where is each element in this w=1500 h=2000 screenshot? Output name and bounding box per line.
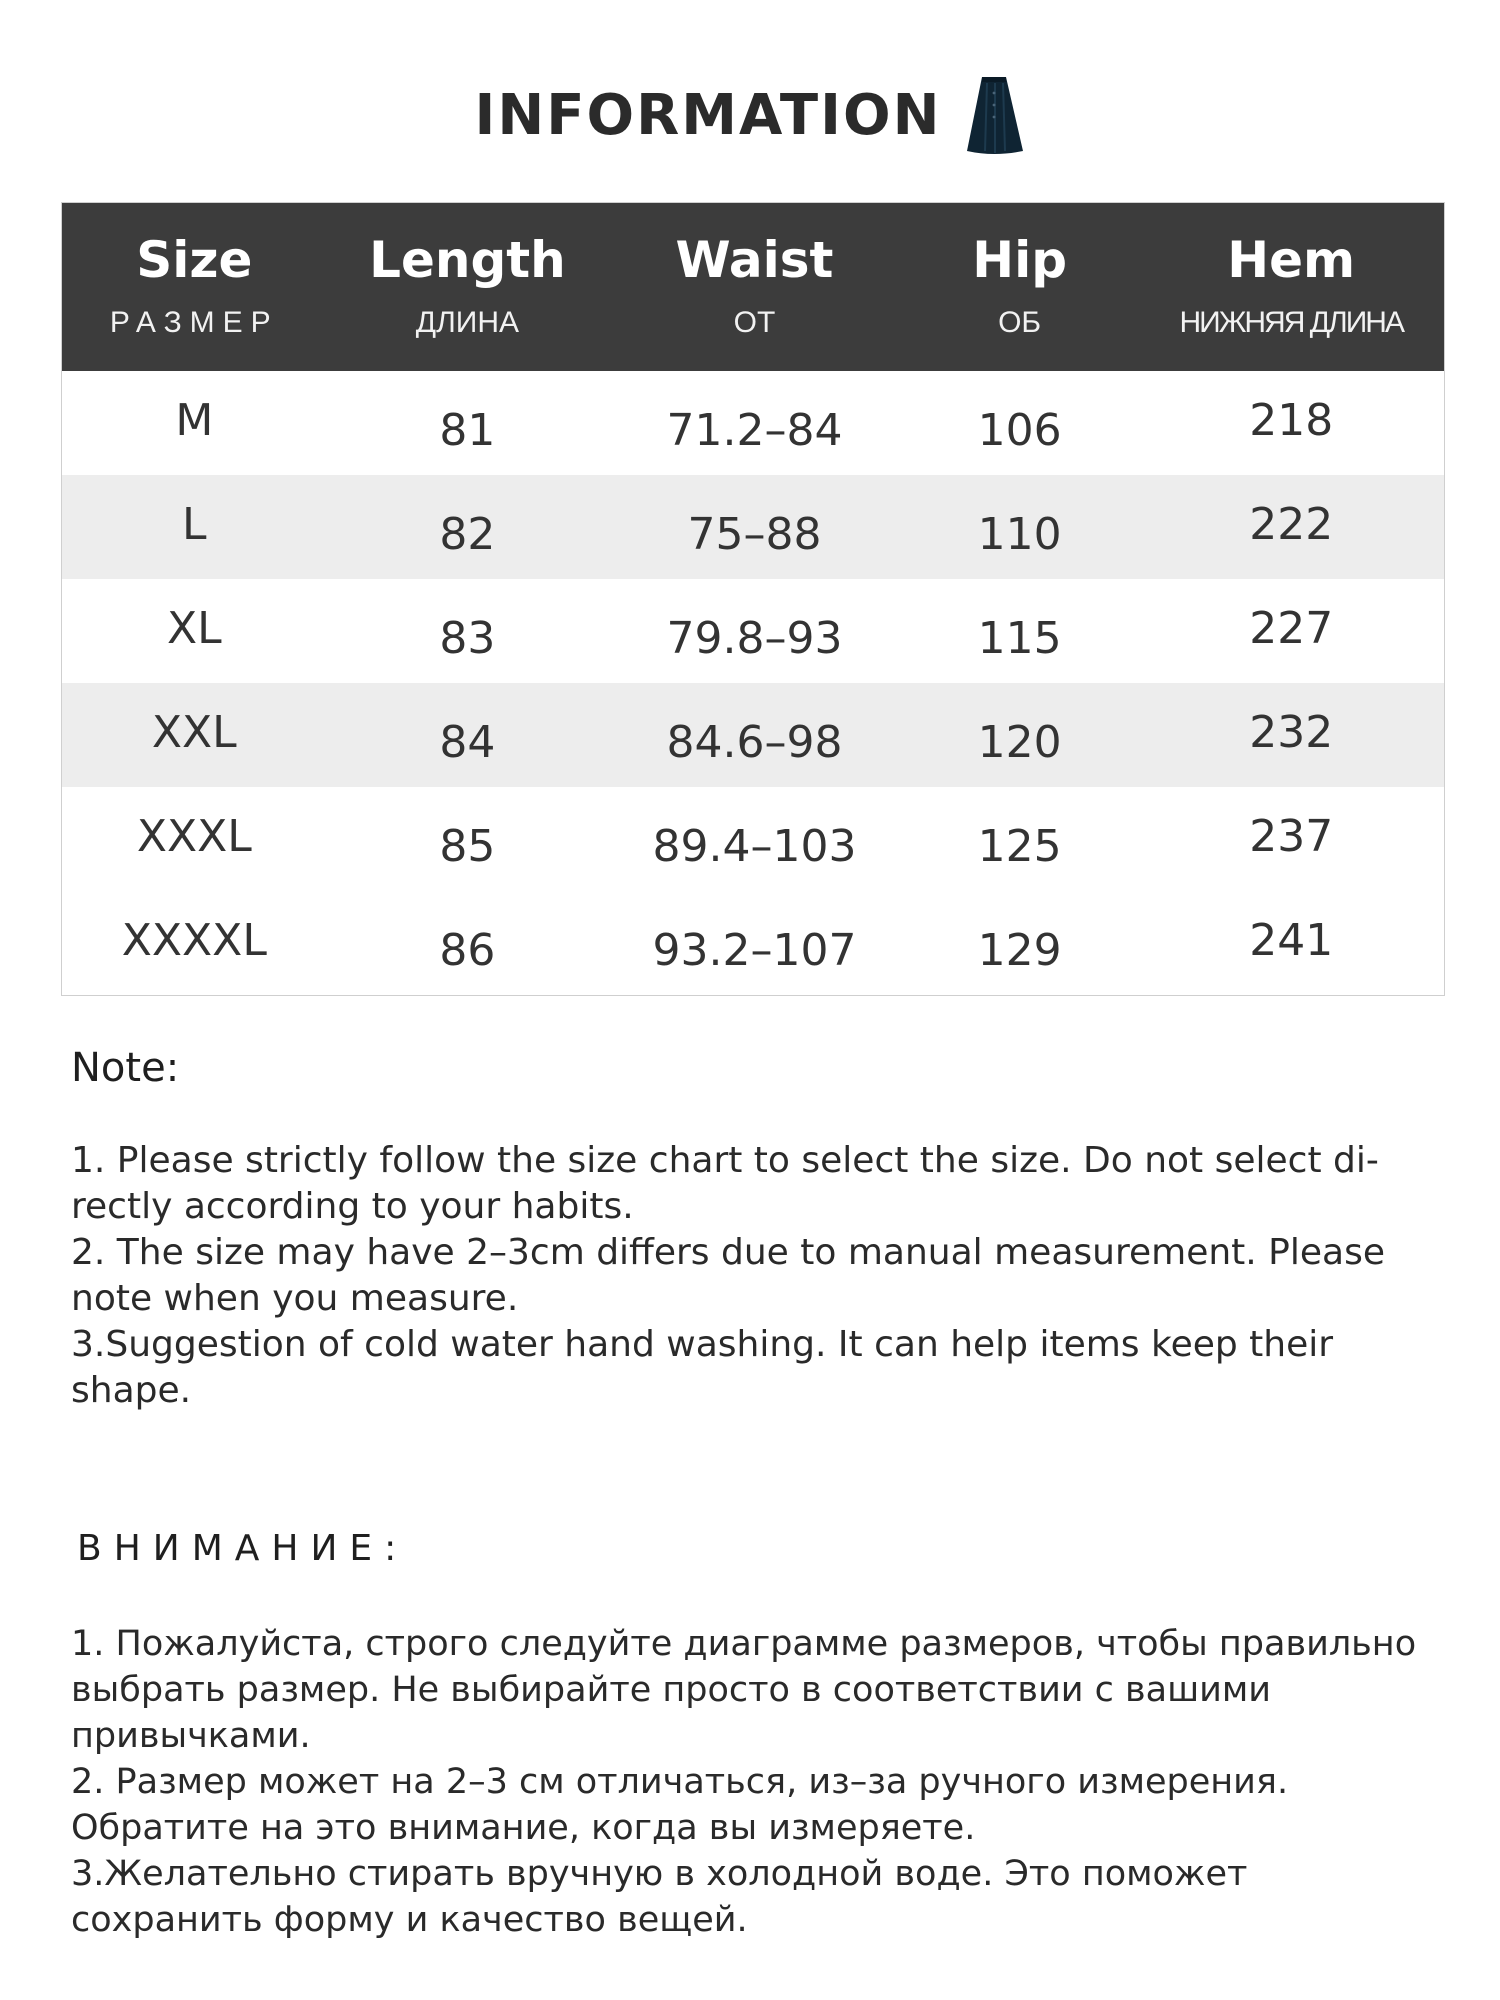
ru-note-body (71, 1621, 1431, 1943)
column-header-hip (901, 203, 1139, 371)
hip-cell (901, 579, 1139, 683)
column-header-label: Hem (1227, 231, 1356, 289)
table-row (62, 579, 1444, 683)
column-header-sublabel: ОБ (998, 306, 1042, 339)
column-header-length (327, 203, 609, 371)
cell-text: 84.6–98 (666, 717, 843, 768)
ru-note-heading: ВНИМАНИЕ: (77, 1528, 409, 1569)
waist-cell (608, 371, 901, 475)
hip-cell (901, 891, 1139, 996)
size-chart-table (61, 202, 1445, 996)
cell-text: M (175, 395, 214, 446)
column-header-label: Waist (675, 231, 834, 289)
cell-text: 222 (1249, 499, 1334, 550)
ru-note-line: выбрать размер. Не выбирайте просто в соответствии с вашими (71, 1670, 1272, 1710)
table-row (62, 787, 1444, 891)
page-header (0, 70, 1500, 160)
column-header-size (62, 203, 327, 371)
cell-text: 237 (1249, 811, 1334, 862)
note-line: 1. Please strictly follow the size chart to select the size. Do not select di- (71, 1140, 1379, 1181)
cell-text: 75–88 (687, 509, 822, 560)
cell-text: 106 (977, 405, 1062, 456)
size-cell (62, 891, 327, 996)
cell-text: XXXL (136, 811, 252, 862)
length-cell (327, 787, 609, 891)
note-line: 3.Suggestion of cold water hand washing. It can help items keep their (71, 1324, 1334, 1365)
cell-text: 86 (439, 925, 496, 976)
ru-note-line: 2. Размер может на 2–3 см отличаться, из–за ручного измерения. (71, 1762, 1289, 1802)
table-row (62, 371, 1444, 475)
size-cell (62, 371, 327, 475)
hem-cell (1138, 787, 1444, 891)
hip-cell (901, 683, 1139, 787)
table-row (62, 891, 1444, 996)
column-header-waist (608, 203, 901, 371)
hem-cell (1138, 475, 1444, 579)
ru-note-line: сохранить форму и качество вещей. (71, 1900, 748, 1940)
cell-text: 241 (1249, 915, 1334, 966)
size-cell (62, 579, 327, 683)
ru-note-line: 3.Желательно стирать вручную в холодной воде. Это поможет (71, 1854, 1248, 1894)
cell-text: L (182, 499, 207, 550)
waist-cell (608, 683, 901, 787)
note-body (71, 1138, 1431, 1414)
column-header-sublabel: НИЖНЯЯ ДЛИНА (1179, 306, 1403, 339)
column-header-label: Length (369, 231, 566, 289)
size-cell (62, 787, 327, 891)
cell-text: 232 (1249, 707, 1334, 758)
note-heading: Note: (71, 1045, 180, 1091)
cell-text: 129 (977, 925, 1062, 976)
column-header-sublabel: ОТ (733, 306, 776, 339)
hem-cell (1138, 371, 1444, 475)
note-line: note when you measure. (71, 1278, 519, 1319)
note-line: rectly according to your habits. (71, 1186, 634, 1227)
waist-cell (608, 579, 901, 683)
cell-text: 93.2–107 (652, 925, 857, 976)
column-header-hem (1138, 203, 1444, 371)
cell-text: 71.2–84 (666, 405, 843, 456)
note-line: 2. The size may have 2–3cm differs due to manual measurement. Please (71, 1232, 1385, 1273)
cell-text: 85 (439, 821, 496, 872)
column-header-label: Hip (972, 231, 1067, 289)
column-header-label: Size (136, 231, 253, 289)
cell-text: 110 (977, 509, 1062, 560)
table-row (62, 475, 1444, 579)
waist-cell (608, 891, 901, 996)
cell-text: 89.4–103 (652, 821, 857, 872)
column-header-sublabel: РАЗМЕР (109, 306, 279, 339)
cell-text: 79.8–93 (666, 613, 843, 664)
table-row (62, 683, 1444, 787)
hip-cell (901, 787, 1139, 891)
cell-text: 81 (439, 405, 496, 456)
cell-text: 120 (977, 717, 1062, 768)
hip-cell (901, 475, 1139, 579)
waist-cell (608, 475, 901, 579)
cell-text: 82 (439, 509, 496, 560)
length-cell (327, 683, 609, 787)
ru-note-line: Обратите на это внимание, когда вы измеряете. (71, 1808, 976, 1848)
hip-cell (901, 371, 1139, 475)
cell-text: 218 (1249, 395, 1334, 446)
cell-text: XXXXL (121, 915, 267, 966)
length-cell (327, 891, 609, 996)
length-cell (327, 371, 609, 475)
hem-cell (1138, 891, 1444, 996)
length-cell (327, 579, 609, 683)
skirt-icon (965, 75, 1025, 155)
hem-cell (1138, 579, 1444, 683)
hem-cell (1138, 683, 1444, 787)
cell-text: 83 (439, 613, 496, 664)
ru-note-line: 1. Пожалуйста, строго следуйте диаграмме размеров, чтобы правильно (71, 1624, 1417, 1664)
cell-text: 115 (977, 613, 1062, 664)
cell-text: XXL (151, 707, 237, 758)
cell-text: XL (166, 603, 222, 654)
ru-note-line: привычками. (71, 1716, 311, 1756)
page-title: INFORMATION (474, 82, 942, 148)
table-header (62, 203, 1444, 371)
cell-text: 84 (439, 717, 496, 768)
size-cell (62, 475, 327, 579)
size-cell (62, 683, 327, 787)
cell-text: 227 (1249, 603, 1334, 654)
length-cell (327, 475, 609, 579)
waist-cell (608, 787, 901, 891)
cell-text: 125 (977, 821, 1062, 872)
note-line: shape. (71, 1370, 192, 1411)
column-header-sublabel: ДЛИНА (415, 306, 520, 339)
